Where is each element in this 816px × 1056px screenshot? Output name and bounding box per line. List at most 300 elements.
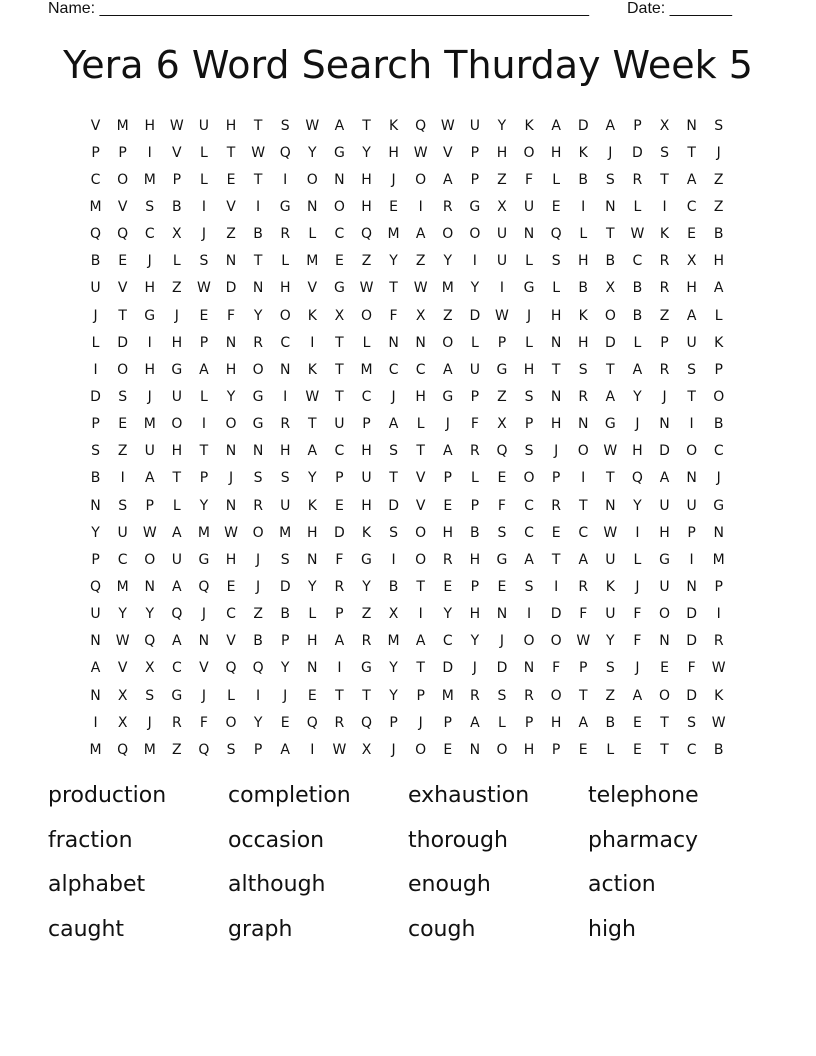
- grid-letter[interactable]: Y: [633, 497, 642, 514]
- grid-letter[interactable]: L: [525, 334, 533, 351]
- grid-letter[interactable]: T: [226, 144, 236, 161]
- grid-letter[interactable]: J: [716, 470, 721, 487]
- grid-letter[interactable]: R: [469, 443, 480, 460]
- grid-letter[interactable]: G: [361, 551, 372, 568]
- grid-letter[interactable]: B: [578, 280, 589, 297]
- grid-letter[interactable]: I: [93, 361, 98, 378]
- grid-letter[interactable]: N: [252, 280, 264, 297]
- grid-letter[interactable]: Z: [442, 307, 453, 324]
- grid-letter[interactable]: S: [389, 524, 399, 541]
- grid-letter[interactable]: T: [335, 361, 344, 378]
- grid-letter[interactable]: Q: [306, 714, 318, 731]
- grid-letter[interactable]: I: [418, 606, 423, 623]
- grid-letter[interactable]: N: [550, 334, 562, 351]
- grid-letter[interactable]: H: [225, 361, 237, 378]
- grid-letter[interactable]: Z: [226, 226, 236, 243]
- grid-letter[interactable]: E: [632, 714, 642, 731]
- grid-letter[interactable]: C: [388, 361, 399, 378]
- grid-letter[interactable]: U: [171, 388, 182, 405]
- grid-letter[interactable]: L: [91, 334, 100, 351]
- grid-letter[interactable]: G: [496, 361, 508, 378]
- grid-letter[interactable]: A: [605, 117, 616, 134]
- grid-letter[interactable]: P: [91, 144, 100, 161]
- grid-letter[interactable]: O: [415, 524, 427, 541]
- grid-letter[interactable]: F: [226, 307, 236, 324]
- grid-letter[interactable]: Y: [443, 253, 453, 270]
- grid-letter[interactable]: R: [659, 253, 670, 270]
- grid-letter[interactable]: N: [90, 497, 101, 514]
- grid-letter[interactable]: A: [334, 117, 345, 134]
- grid-letter[interactable]: L: [308, 226, 317, 243]
- grid-letter[interactable]: N: [605, 198, 616, 215]
- grid-letter[interactable]: P: [524, 714, 534, 731]
- grid-letter[interactable]: Q: [171, 606, 183, 623]
- grid-letter[interactable]: S: [660, 144, 669, 161]
- grid-letter[interactable]: Z: [713, 198, 724, 215]
- grid-letter[interactable]: R: [578, 578, 589, 595]
- grid-letter[interactable]: I: [499, 280, 505, 297]
- grid-letter[interactable]: K: [388, 117, 399, 134]
- grid-letter[interactable]: D: [550, 606, 562, 623]
- grid-letter[interactable]: R: [524, 687, 534, 704]
- grid-letter[interactable]: S: [118, 388, 128, 405]
- grid-letter[interactable]: R: [469, 687, 480, 704]
- grid-letter[interactable]: N: [686, 470, 697, 487]
- grid-letter[interactable]: N: [686, 117, 697, 134]
- grid-letter[interactable]: Z: [497, 171, 507, 188]
- grid-letter[interactable]: H: [469, 551, 481, 568]
- grid-letter[interactable]: A: [172, 524, 182, 541]
- grid-letter[interactable]: L: [606, 741, 615, 758]
- grid-letter[interactable]: Q: [631, 470, 643, 487]
- grid-letter[interactable]: C: [524, 497, 534, 514]
- grid-letter[interactable]: B: [90, 470, 101, 487]
- grid-letter[interactable]: G: [604, 416, 616, 433]
- grid-letter[interactable]: S: [687, 361, 697, 378]
- grid-letter[interactable]: E: [334, 253, 344, 270]
- grid-letter[interactable]: J: [201, 226, 206, 243]
- grid-letter[interactable]: D: [686, 687, 697, 704]
- grid-letter[interactable]: H: [225, 551, 237, 568]
- grid-letter[interactable]: W: [305, 388, 320, 405]
- grid-letter[interactable]: E: [687, 226, 697, 243]
- grid-letter[interactable]: H: [144, 280, 155, 297]
- grid-letter[interactable]: Y: [308, 578, 317, 595]
- grid-letter[interactable]: O: [550, 687, 562, 704]
- name-field[interactable]: Name: _______________________________________________________: [48, 0, 589, 17]
- grid-letter[interactable]: I: [310, 741, 315, 758]
- grid-letter[interactable]: C: [686, 741, 697, 758]
- grid-letter[interactable]: N: [469, 741, 481, 758]
- grid-letter[interactable]: B: [470, 524, 480, 541]
- grid-letter[interactable]: P: [660, 334, 669, 351]
- grid-letter[interactable]: L: [579, 226, 588, 243]
- grid-letter[interactable]: C: [226, 606, 236, 623]
- grid-letter[interactable]: E: [443, 497, 453, 514]
- grid-letter[interactable]: R: [442, 551, 453, 568]
- grid-letter[interactable]: H: [523, 741, 535, 758]
- grid-letter[interactable]: H: [279, 443, 291, 460]
- grid-letter[interactable]: L: [498, 714, 506, 731]
- grid-letter[interactable]: Y: [280, 660, 290, 677]
- grid-letter[interactable]: J: [93, 307, 98, 324]
- grid-letter[interactable]: O: [117, 171, 129, 188]
- grid-letter[interactable]: N: [523, 226, 535, 243]
- grid-letter[interactable]: P: [280, 633, 290, 650]
- grid-letter[interactable]: M: [441, 280, 454, 297]
- grid-letter[interactable]: J: [228, 470, 234, 487]
- grid-letter[interactable]: N: [577, 416, 589, 433]
- grid-letter[interactable]: P: [91, 551, 100, 568]
- grid-letter[interactable]: G: [333, 280, 345, 297]
- grid-letter[interactable]: Q: [198, 741, 210, 758]
- grid-letter[interactable]: W: [224, 524, 238, 541]
- grid-letter[interactable]: X: [361, 741, 372, 758]
- grid-letter[interactable]: Q: [279, 144, 291, 161]
- grid-letter[interactable]: H: [550, 307, 562, 324]
- grid-letter[interactable]: N: [686, 578, 697, 595]
- grid-letter[interactable]: N: [225, 443, 237, 460]
- grid-letter[interactable]: A: [470, 714, 480, 731]
- grid-letter[interactable]: E: [551, 198, 561, 215]
- grid-letter[interactable]: Y: [308, 144, 317, 161]
- grid-letter[interactable]: P: [199, 470, 209, 487]
- grid-letter[interactable]: T: [118, 307, 127, 324]
- grid-letter[interactable]: W: [142, 524, 157, 541]
- grid-letter[interactable]: X: [659, 117, 670, 134]
- grid-letter[interactable]: S: [199, 253, 209, 270]
- grid-letter[interactable]: P: [443, 714, 452, 731]
- grid-letter[interactable]: T: [578, 497, 588, 514]
- grid-letter[interactable]: P: [389, 714, 398, 731]
- grid-letter[interactable]: I: [201, 416, 206, 433]
- grid-letter[interactable]: L: [200, 171, 208, 188]
- grid-letter[interactable]: Y: [226, 388, 236, 405]
- grid-letter[interactable]: V: [172, 144, 182, 161]
- grid-letter[interactable]: Q: [496, 443, 508, 460]
- grid-letter[interactable]: S: [714, 117, 724, 134]
- grid-letter[interactable]: H: [550, 416, 562, 433]
- grid-letter[interactable]: U: [469, 117, 480, 134]
- grid-letter[interactable]: T: [172, 470, 182, 487]
- grid-letter[interactable]: N: [659, 633, 670, 650]
- grid-letter[interactable]: L: [525, 253, 533, 270]
- grid-letter[interactable]: M: [279, 524, 292, 541]
- grid-letter[interactable]: X: [117, 687, 128, 704]
- grid-letter[interactable]: X: [172, 226, 182, 243]
- grid-letter[interactable]: P: [470, 171, 480, 188]
- grid-letter[interactable]: P: [416, 687, 425, 704]
- grid-letter[interactable]: Z: [172, 741, 182, 758]
- grid-letter[interactable]: M: [712, 551, 725, 568]
- grid-letter[interactable]: T: [551, 361, 561, 378]
- grid-letter[interactable]: Y: [389, 660, 398, 677]
- grid-letter[interactable]: R: [334, 578, 345, 595]
- grid-letter[interactable]: A: [172, 578, 182, 595]
- grid-letter[interactable]: M: [387, 226, 400, 243]
- grid-letter[interactable]: J: [635, 416, 640, 433]
- grid-letter[interactable]: W: [711, 660, 726, 677]
- grid-letter[interactable]: Y: [470, 633, 480, 650]
- grid-letter[interactable]: M: [89, 198, 102, 215]
- grid-letter[interactable]: V: [442, 144, 453, 161]
- grid-letter[interactable]: P: [470, 388, 480, 405]
- grid-letter[interactable]: Y: [362, 578, 371, 595]
- grid-letter[interactable]: W: [630, 226, 645, 243]
- grid-letter[interactable]: W: [413, 144, 428, 161]
- grid-letter[interactable]: H: [307, 524, 318, 541]
- grid-letter[interactable]: P: [335, 470, 344, 487]
- grid-letter[interactable]: N: [307, 660, 318, 677]
- grid-letter[interactable]: M: [306, 253, 319, 270]
- grid-letter[interactable]: N: [225, 253, 237, 270]
- grid-letter[interactable]: X: [334, 307, 345, 324]
- grid-letter[interactable]: P: [91, 416, 100, 433]
- grid-letter[interactable]: L: [308, 606, 317, 623]
- grid-letter[interactable]: Y: [145, 606, 155, 623]
- grid-letter[interactable]: G: [144, 307, 156, 324]
- grid-letter[interactable]: K: [714, 334, 724, 351]
- grid-letter[interactable]: S: [145, 687, 155, 704]
- grid-letter[interactable]: H: [415, 388, 426, 405]
- grid-letter[interactable]: E: [632, 741, 642, 758]
- grid-letter[interactable]: G: [198, 551, 210, 568]
- grid-letter[interactable]: J: [201, 687, 206, 704]
- grid-letter[interactable]: N: [334, 171, 345, 188]
- grid-letter[interactable]: N: [415, 334, 426, 351]
- grid-letter[interactable]: J: [391, 741, 396, 758]
- grid-letter[interactable]: E: [497, 578, 507, 595]
- grid-letter[interactable]: Y: [362, 144, 371, 161]
- grid-letter[interactable]: I: [337, 660, 342, 677]
- grid-letter[interactable]: R: [280, 226, 291, 243]
- grid-letter[interactable]: O: [117, 361, 129, 378]
- grid-letter[interactable]: K: [524, 117, 534, 134]
- grid-letter[interactable]: V: [226, 198, 236, 215]
- grid-letter[interactable]: R: [713, 633, 724, 650]
- grid-letter[interactable]: A: [605, 388, 616, 405]
- grid-letter[interactable]: X: [497, 198, 507, 215]
- grid-letter[interactable]: U: [280, 497, 291, 514]
- grid-letter[interactable]: W: [359, 280, 374, 297]
- grid-letter[interactable]: V: [117, 660, 128, 677]
- grid-letter[interactable]: L: [200, 388, 208, 405]
- grid-letter[interactable]: G: [713, 497, 725, 514]
- grid-letter[interactable]: O: [279, 307, 291, 324]
- grid-letter[interactable]: T: [308, 416, 317, 433]
- grid-letter[interactable]: B: [632, 280, 643, 297]
- grid-letter[interactable]: S: [524, 388, 534, 405]
- grid-letter[interactable]: Q: [90, 226, 102, 243]
- grid-letter[interactable]: T: [416, 660, 425, 677]
- grid-letter[interactable]: M: [143, 171, 156, 188]
- grid-letter[interactable]: J: [174, 307, 179, 324]
- grid-letter[interactable]: T: [253, 253, 263, 270]
- grid-letter[interactable]: H: [279, 280, 291, 297]
- grid-letter[interactable]: Z: [172, 280, 182, 297]
- grid-letter[interactable]: O: [144, 551, 156, 568]
- grid-letter[interactable]: C: [415, 361, 426, 378]
- grid-letter[interactable]: O: [523, 470, 535, 487]
- grid-letter[interactable]: O: [252, 524, 264, 541]
- grid-letter[interactable]: D: [225, 280, 237, 297]
- grid-letter[interactable]: Y: [253, 307, 263, 324]
- grid-letter[interactable]: O: [550, 633, 562, 650]
- grid-letter[interactable]: M: [441, 687, 454, 704]
- grid-letter[interactable]: W: [115, 633, 130, 650]
- grid-letter[interactable]: A: [442, 443, 453, 460]
- grid-letter[interactable]: A: [280, 741, 290, 758]
- grid-letter[interactable]: U: [90, 280, 101, 297]
- grid-letter[interactable]: Y: [389, 253, 398, 270]
- grid-letter[interactable]: A: [659, 470, 670, 487]
- grid-letter[interactable]: P: [253, 741, 263, 758]
- grid-letter[interactable]: C: [578, 524, 589, 541]
- grid-letter[interactable]: S: [389, 443, 399, 460]
- grid-letter[interactable]: W: [576, 633, 591, 650]
- grid-letter[interactable]: V: [117, 198, 128, 215]
- grid-letter[interactable]: T: [606, 470, 615, 487]
- grid-letter[interactable]: T: [335, 388, 344, 405]
- grid-letter[interactable]: A: [686, 171, 697, 188]
- grid-letter[interactable]: M: [89, 741, 102, 758]
- grid-letter[interactable]: G: [279, 198, 291, 215]
- grid-letter[interactable]: K: [578, 144, 588, 161]
- grid-letter[interactable]: O: [442, 334, 454, 351]
- grid-letter[interactable]: L: [281, 253, 290, 270]
- grid-letter[interactable]: N: [90, 687, 101, 704]
- grid-letter[interactable]: L: [633, 334, 642, 351]
- grid-letter[interactable]: R: [442, 198, 453, 215]
- grid-letter[interactable]: I: [554, 578, 559, 595]
- grid-letter[interactable]: D: [388, 497, 399, 514]
- grid-letter[interactable]: F: [335, 551, 344, 568]
- grid-letter[interactable]: M: [197, 524, 210, 541]
- grid-letter[interactable]: A: [632, 687, 643, 704]
- grid-letter[interactable]: P: [551, 741, 561, 758]
- grid-letter[interactable]: A: [388, 416, 399, 433]
- grid-letter[interactable]: K: [307, 497, 317, 514]
- grid-letter[interactable]: I: [635, 524, 640, 541]
- grid-letter[interactable]: A: [415, 633, 426, 650]
- grid-letter[interactable]: Z: [117, 443, 128, 460]
- grid-letter[interactable]: B: [605, 253, 616, 270]
- grid-letter[interactable]: A: [442, 171, 453, 188]
- grid-letter[interactable]: P: [335, 606, 344, 623]
- grid-letter[interactable]: D: [604, 334, 616, 351]
- grid-letter[interactable]: H: [550, 714, 562, 731]
- grid-letter[interactable]: J: [391, 171, 396, 188]
- grid-letter[interactable]: A: [524, 551, 534, 568]
- grid-letter[interactable]: N: [252, 443, 264, 460]
- grid-letter[interactable]: A: [172, 633, 182, 650]
- grid-letter[interactable]: I: [472, 253, 477, 270]
- grid-letter[interactable]: Q: [360, 226, 372, 243]
- grid-letter[interactable]: T: [389, 280, 398, 297]
- grid-letter[interactable]: X: [605, 280, 616, 297]
- grid-letter[interactable]: O: [686, 443, 698, 460]
- grid-letter[interactable]: H: [361, 497, 372, 514]
- grid-letter[interactable]: R: [334, 714, 345, 731]
- grid-letter[interactable]: T: [253, 117, 263, 134]
- grid-letter[interactable]: O: [604, 307, 616, 324]
- grid-letter[interactable]: L: [227, 687, 235, 704]
- grid-letter[interactable]: S: [280, 470, 290, 487]
- grid-letter[interactable]: F: [687, 660, 696, 677]
- grid-letter[interactable]: H: [686, 280, 697, 297]
- grid-letter[interactable]: J: [147, 388, 152, 405]
- grid-letter[interactable]: A: [632, 361, 643, 378]
- grid-letter[interactable]: F: [525, 171, 534, 188]
- grid-letter[interactable]: B: [280, 606, 290, 623]
- grid-letter[interactable]: R: [551, 497, 561, 514]
- grid-letter[interactable]: H: [144, 117, 155, 134]
- grid-letter[interactable]: Q: [90, 578, 102, 595]
- grid-letter[interactable]: C: [361, 388, 372, 405]
- grid-letter[interactable]: K: [307, 361, 317, 378]
- grid-letter[interactable]: R: [632, 171, 643, 188]
- grid-letter[interactable]: A: [713, 280, 724, 297]
- grid-letter[interactable]: R: [253, 497, 263, 514]
- grid-letter[interactable]: T: [335, 334, 344, 351]
- grid-letter[interactable]: Y: [606, 633, 615, 650]
- grid-letter[interactable]: E: [443, 578, 453, 595]
- grid-letter[interactable]: Q: [117, 226, 129, 243]
- grid-letter[interactable]: D: [442, 660, 454, 677]
- grid-letter[interactable]: L: [633, 551, 642, 568]
- grid-letter[interactable]: O: [577, 443, 589, 460]
- grid-letter[interactable]: I: [689, 551, 694, 568]
- grid-letter[interactable]: L: [552, 280, 561, 297]
- grid-letter[interactable]: O: [442, 226, 454, 243]
- grid-letter[interactable]: S: [91, 443, 100, 460]
- grid-letter[interactable]: Y: [497, 117, 507, 134]
- grid-letter[interactable]: K: [361, 524, 372, 541]
- grid-letter[interactable]: P: [470, 578, 480, 595]
- grid-letter[interactable]: O: [469, 226, 481, 243]
- grid-letter[interactable]: Z: [361, 253, 372, 270]
- grid-letter[interactable]: W: [603, 524, 618, 541]
- grid-letter[interactable]: E: [118, 416, 128, 433]
- grid-letter[interactable]: R: [659, 280, 670, 297]
- grid-letter[interactable]: X: [144, 660, 155, 677]
- grid-letter[interactable]: T: [362, 117, 371, 134]
- grid-letter[interactable]: N: [225, 497, 237, 514]
- grid-letter[interactable]: Q: [252, 660, 264, 677]
- grid-letter[interactable]: O: [713, 388, 725, 405]
- grid-letter[interactable]: H: [361, 171, 372, 188]
- grid-letter[interactable]: L: [172, 497, 181, 514]
- grid-letter[interactable]: P: [172, 171, 182, 188]
- grid-letter[interactable]: Y: [91, 524, 100, 541]
- grid-letter[interactable]: R: [578, 388, 589, 405]
- grid-letter[interactable]: D: [686, 633, 697, 650]
- grid-letter[interactable]: U: [659, 578, 670, 595]
- grid-letter[interactable]: D: [90, 388, 101, 405]
- grid-letter[interactable]: B: [388, 578, 399, 595]
- grid-letter[interactable]: P: [118, 144, 127, 161]
- grid-letter[interactable]: E: [389, 198, 398, 215]
- grid-letter[interactable]: Z: [605, 687, 616, 704]
- grid-letter[interactable]: T: [362, 687, 371, 704]
- grid-letter[interactable]: H: [144, 361, 155, 378]
- grid-letter[interactable]: E: [334, 497, 344, 514]
- grid-letter[interactable]: M: [387, 633, 400, 650]
- grid-letter[interactable]: S: [687, 714, 697, 731]
- grid-letter[interactable]: G: [496, 551, 508, 568]
- grid-letter[interactable]: A: [686, 307, 697, 324]
- grid-letter[interactable]: K: [714, 687, 724, 704]
